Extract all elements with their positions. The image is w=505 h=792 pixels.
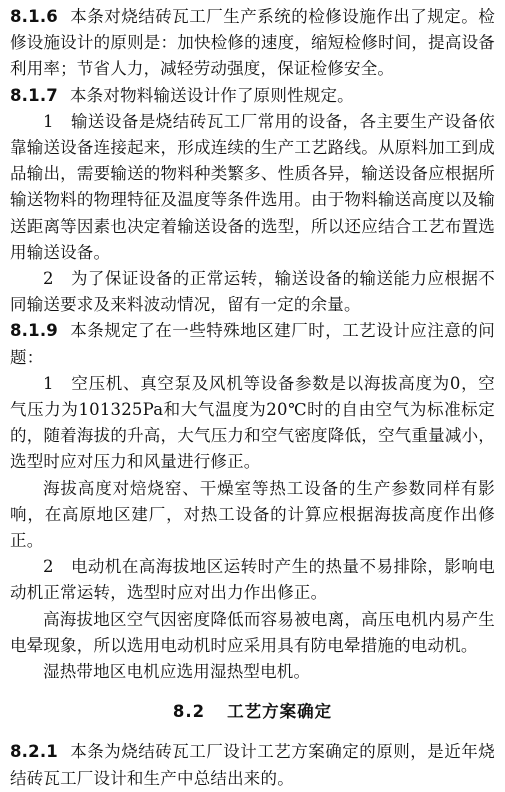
body-paragraph: 湿热带地区电机应选用湿热型电机。 (43, 662, 311, 682)
clause-number: 8.1.9 (10, 321, 58, 341)
clause-8-2-1 (10, 739, 495, 791)
clause-8-1-6 (10, 4, 495, 83)
section-heading (10, 699, 495, 725)
body-paragraph: 高海拔地区空气因密度降低而容易被电离，高压电机内易产生电晕现象，所以选用电动机时应采用具有防电晕措施的电动机。 (10, 609, 495, 655)
clause-text: 本条为烧结砖瓦工厂设计工艺方案确定的原则，是近年烧结砖瓦工厂设计和生产中总结出来的。 (10, 742, 495, 788)
clause-8-1-7 (10, 83, 495, 109)
clause-number: 8.2.1 (10, 742, 58, 762)
body-paragraph: 海拔高度对焙烧窑、干燥室等热工设备的生产参数同样有影响，在高原地区建厂，对热工设备的计算应根据海拔高度作出修正。 (10, 478, 495, 551)
clause-text: 本条规定了在一些特殊地区建厂时，工艺设计应注意的问题： (10, 321, 495, 367)
item-paragraph: 2 为了保证设备的正常运转，输送设备的输送能力应根据不同输送要求及来料波动情况，留有一定的余量。 (10, 269, 495, 315)
item-paragraph: 1 空压机、真空泵及风机等设备参数是以海拔高度为0，空气压力为101325Pa和大气温度为20℃时的自由空气为标准标定的，随着海拔的升高，大气压力和空气密度降低，空气重量减小，选型时应对压力和风量进行修正。 (10, 373, 495, 472)
clause-number: 8.1.7 (10, 85, 58, 105)
clause-8-1-9 (10, 318, 495, 370)
item-paragraph: 1 输送设备是烧结砖瓦工厂常用的设备，各主要生产设备依靠输送设备连接起来，形成连续的生产工艺路线。从原料加工到成品输出，需要输送的物料种类繁多、性质各异，输送设备应根据所输送物料的物理特征及温度等条件选用。由于物料输送高度以及输送距离等因素也决定着输送设备的选型，所以还应结合工艺布置选用输送设备。 (10, 111, 495, 262)
clause-text: 本条对物料输送设计作了原则性规定。 (69, 85, 354, 105)
clause-text: 本条对烧结砖瓦工厂生产系统的检修设施作出了规定。检修设施设计的原则是：加快检修的速度，缩短检修时间，提高设备利用率；节省人力，减轻劳动强度，保证检修安全。 (10, 7, 495, 79)
section-title: 工艺方案确定 (227, 702, 333, 722)
clause-number: 8.1.6 (10, 7, 58, 26)
item-paragraph: 2 电动机在高海拔地区运转时产生的热量不易排除，影响电动机正常运转，选型时应对出力作出修正。 (10, 557, 495, 603)
section-number: 8.2 (172, 702, 206, 722)
